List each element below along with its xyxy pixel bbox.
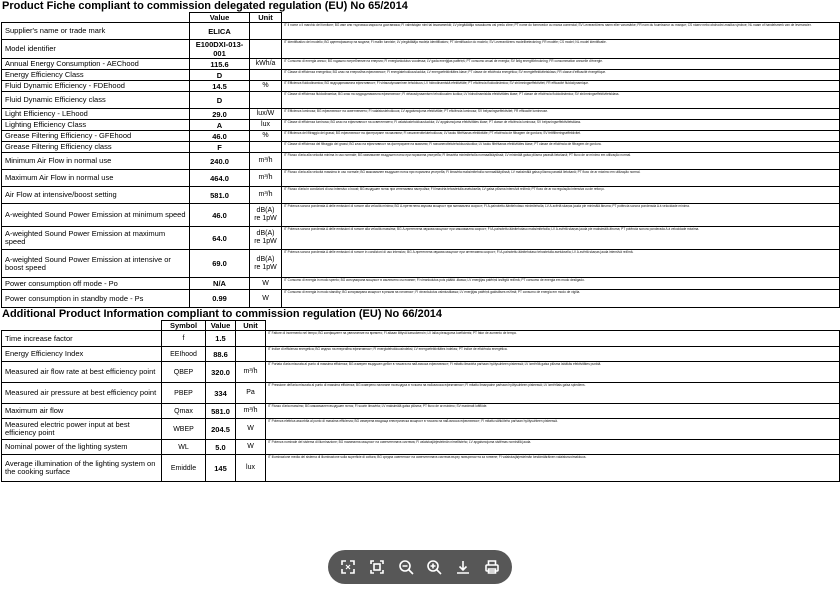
row-translations: IT Illuminazione media del sistema di illuminazione sulla superficie di cottura; BG средна осветеност на осветителната система върху повърхността за готвене; FI valaistusjärjestelmän keskimääräinen valaistusvoimakkuus. bbox=[266, 455, 840, 482]
row-translations: IT Consumo di energia annuo; BG годишно потребление на енергия; FI energiankulutus vuodessa; LV gada enerģijas patēriņš; PT consumo anual de energia; SV årlig energiförbrukning; FR consommation annuelle d'énergie. bbox=[282, 59, 840, 70]
row-unit: dB(A) re 1pW bbox=[250, 250, 282, 278]
fit-icon bbox=[369, 559, 385, 575]
row-unit: % bbox=[250, 81, 282, 92]
row-translations: IT Classe di efficienza del filtraggio dei grassi; BG клас на ефективност на филтриране на мазнини; FI rasvanerottelutehokkuusluokka; LV tauku filtrēšanas efektivitātes klase; PT classe de eficiência de filtragem de gordura. bbox=[282, 142, 840, 153]
row-label: A-weighted Sound Power Emission at minimum speed bbox=[2, 204, 190, 227]
row-translations: IT Potenza sonora ponderata A delle emissioni di rumore alla velocità minima; BG А-претеглена звукова мощност при минимална скорост; FI A-painotettu äänitehotaso minimiteholla; LV A-svērtā skaņas jauda pie minimālā ātruma; PT potência sonora ponderada A à velocidade mínima. bbox=[282, 204, 840, 227]
row-value: F bbox=[190, 142, 250, 153]
table-row bbox=[2, 290, 840, 308]
header-blank bbox=[2, 13, 190, 23]
table-row bbox=[2, 92, 840, 109]
table-row bbox=[2, 153, 840, 170]
row-label: Energy Efficiency Index bbox=[2, 347, 162, 362]
row-label: Power consumption in standby mode - Ps bbox=[2, 290, 190, 308]
row-symbol: WL bbox=[162, 440, 206, 455]
row-unit bbox=[250, 142, 282, 153]
row-unit: m³/h bbox=[250, 170, 282, 187]
row-value: 204.5 bbox=[206, 419, 236, 440]
table-row bbox=[2, 204, 840, 227]
section2-title: Additional Product Information compliant to commission regulation (EU) No 66/2014 bbox=[2, 308, 443, 320]
row-unit: m³/h bbox=[250, 187, 282, 204]
header-unit: Unit bbox=[236, 321, 266, 331]
table-row bbox=[2, 383, 840, 404]
row-translations: IT Fattore di incremento nel tempo; BG коефициент на увеличение на времето; FI aikaan liittyvä kasvukerroin; LV laika pieauguma koeficients; PT fator de aumento de tempo. bbox=[266, 331, 840, 347]
row-label: Energy Efficiency Class bbox=[2, 70, 190, 81]
zoom-out-button[interactable] bbox=[395, 556, 417, 578]
row-label: Measured air flow rate at best efficiency point bbox=[2, 362, 162, 383]
row-value: 5.0 bbox=[206, 440, 236, 455]
row-value: 115.6 bbox=[190, 59, 250, 70]
row-label: Supplier's name or trade mark bbox=[2, 23, 190, 40]
row-unit: Pa bbox=[236, 383, 266, 404]
row-unit: W bbox=[236, 440, 266, 455]
row-label: Lighting Efficiency Class bbox=[2, 120, 190, 131]
table-row bbox=[2, 131, 840, 142]
row-translations: IT Efficienza luminosa; BG ефективност на осветлението; FI valaistustehokkuus; LV apgaismojuma efektivitāte; PT eficiência luminosa; SV belysningseffektivitet; FR efficacité lumineuse. bbox=[282, 109, 840, 120]
row-label: A-weighted Sound Power Emission at intensive or boost speed bbox=[2, 250, 190, 278]
download-button[interactable] bbox=[452, 556, 474, 578]
row-translations: IT Indice di efficienza energetica; BG индекс на енергийна ефективност; FI energiatehokkuusindeksi; LV energoefektivitātes indekss; PT índice de eficiência energética. bbox=[266, 347, 840, 362]
row-unit bbox=[250, 70, 282, 81]
table-row bbox=[2, 404, 840, 419]
table-row bbox=[2, 81, 840, 92]
row-value: 29.0 bbox=[190, 109, 250, 120]
row-translations: IT Flusso d'aria in condizioni di uso intensivo o boost; BG въздушен поток при интензивна настройка; FI ilmavirta tehostetulla asetuksella; LV gaisa plūsma intensīvā režīmā; PT fluxo de ar na regulação intensiva ou de reforço. bbox=[282, 187, 840, 204]
row-translations: IT Classe di efficienza energetica; BG клас на енергийна ефективност; FI energiatehokkuusluokka; LV energoefektivitātes klase; PT classe de eficiência energética; SV energieffektivitetsklass; FR classe d'efficacité énergétique. bbox=[282, 70, 840, 81]
row-label: Annual Energy Consumption - AEChood bbox=[2, 59, 190, 70]
row-value: 1.5 bbox=[206, 331, 236, 347]
row-unit: lux bbox=[236, 455, 266, 482]
row-label: Measured air pressure at best efficiency point bbox=[2, 383, 162, 404]
table-row bbox=[2, 170, 840, 187]
row-symbol: Qmax bbox=[162, 404, 206, 419]
row-value: 46.0 bbox=[190, 204, 250, 227]
row-translations: IT Efficienza fluidodinamica; BG хидродинамична ефективност; FI virtausdynaaminen tehokkuus; LV hidrodinamiskā efektivitāte; PT eficiência fluidodinâmica; SV strömningseffektivitet; FR efficacité fluidodynamique. bbox=[282, 81, 840, 92]
row-symbol: Emiddle bbox=[162, 455, 206, 482]
row-label: Maximum air flow bbox=[2, 404, 162, 419]
row-value: D bbox=[190, 92, 250, 109]
row-value: E100DXI-013-001 bbox=[190, 40, 250, 59]
row-symbol: QBEP bbox=[162, 362, 206, 383]
header-value: Value bbox=[190, 13, 250, 23]
table-row bbox=[2, 227, 840, 250]
row-unit: dB(A) re 1pW bbox=[250, 204, 282, 227]
row-translations: IT Flusso d'aria massimo; BG максимален въздушен поток; FI suurin ilmavirta; LV maksimālā gaisa plūsma; PT fluxo de ar máximo; SV maximalt luftflöde. bbox=[266, 404, 840, 419]
table-header-row bbox=[2, 13, 840, 23]
row-value: 320.0 bbox=[206, 362, 236, 383]
row-label: Model identifier bbox=[2, 40, 190, 59]
row-label: Measured electric power input at best efficiency point bbox=[2, 419, 162, 440]
row-value: 88.6 bbox=[206, 347, 236, 362]
additional-info-table bbox=[1, 320, 840, 482]
row-value: D bbox=[190, 70, 250, 81]
row-translations: IT Potenza nominale del sistema di illuminazione; BG номинална мощност на осветителната система; FI valaistusjärjestelmän nimellisteho; LV apgaismojuma sistēmas nominālā jauda. bbox=[266, 440, 840, 455]
zoom-out-icon bbox=[398, 559, 414, 575]
table-row bbox=[2, 278, 840, 290]
row-unit: W bbox=[236, 419, 266, 440]
row-translations: IT Potenza elettrica assorbita al punto di massima efficienza; BG измерена входяща електрическа мощност в точката на най-висока ефективност; FI mitattu sähköteho parhaan hyötysuhteen pisteessä. bbox=[266, 419, 840, 440]
row-unit: kWh/a bbox=[250, 59, 282, 70]
row-value: 0.99 bbox=[190, 290, 250, 308]
row-unit: m³/h bbox=[236, 404, 266, 419]
download-icon bbox=[455, 559, 471, 575]
table-row bbox=[2, 23, 840, 40]
row-label: Average illumination of the lighting system on the cooking surface bbox=[2, 455, 162, 482]
row-label: Maximum Air Flow in normal use bbox=[2, 170, 190, 187]
row-unit: W bbox=[250, 278, 282, 290]
row-value: 69.0 bbox=[190, 250, 250, 278]
row-value: 46.0 bbox=[190, 131, 250, 142]
row-value: 581.0 bbox=[190, 187, 250, 204]
table-row bbox=[2, 440, 840, 455]
row-unit: W bbox=[250, 290, 282, 308]
table-row bbox=[2, 419, 840, 440]
table-row bbox=[2, 70, 840, 81]
header-value: Value bbox=[206, 321, 236, 331]
row-label: Nominal power of the lighting system bbox=[2, 440, 162, 455]
zoom-in-icon bbox=[426, 559, 442, 575]
zoom-in-button[interactable] bbox=[423, 556, 445, 578]
row-label: Time increase factor bbox=[2, 331, 162, 347]
row-label: Fluid Dynamic Efficiency - FDEhood bbox=[2, 81, 190, 92]
row-unit bbox=[250, 40, 282, 59]
header-blank bbox=[2, 321, 162, 331]
expand-icon bbox=[340, 559, 356, 575]
row-symbol: EEIhood bbox=[162, 347, 206, 362]
row-translations: IT Efficienza del filtraggio dei grassi; BG ефективност на филтриране на мазнини; FI rasvanerottelutehokkuus; LV tauku filtrēšanas efektivitāte; PT eficiência de filtragem de gordura; SV fettfiltreringseffektivitet. bbox=[282, 131, 840, 142]
row-value: 240.0 bbox=[190, 153, 250, 170]
table-row bbox=[2, 109, 840, 120]
row-translations: IT Portata d'aria misurata al punto di massima efficienza; BG измерен въздушен дебит в точката на най-висока ефективност; FI mitattu ilmavirta parhaan hyötysuhteen pisteessä; LV izmērītā gaisa plūsma labākās efektivitātes punktā. bbox=[266, 362, 840, 383]
header-blank bbox=[266, 321, 840, 331]
row-unit: % bbox=[250, 131, 282, 142]
row-unit: lux/W bbox=[250, 109, 282, 120]
row-label: Grease Filtering Efficiency - GFEhood bbox=[2, 131, 190, 142]
row-translations: IT Flusso d'aria alla velocità minima in uso normale; BG минимален въздушен поток при нормална употреба; FI ilmavirta minimiteholla normaalikäytössä; LV minimālā gaisa plūsma parastā lietošanā; PT fluxo de ar mínimo em utilização normal. bbox=[282, 153, 840, 170]
table-row bbox=[2, 120, 840, 131]
viewer-toolbar bbox=[328, 550, 512, 584]
section1-title: Product Fiche compliant to commission delegated regulation (EU) No 65/2014 bbox=[2, 0, 408, 12]
row-unit bbox=[236, 347, 266, 362]
print-icon bbox=[484, 559, 500, 575]
row-label: Light Efficiency - LEhood bbox=[2, 109, 190, 120]
row-translations: IT Classe di efficienza luminosa; BG клас на ефективност на осветлението; FI valaistustehokkuusluokka; LV apgaismojuma efektivitātes klase; PT classe de eficiência luminosa; SV belysningseffektivitetsklass. bbox=[282, 120, 840, 131]
table-row bbox=[2, 362, 840, 383]
row-translations: IT Potenza sonora ponderata A delle emissioni di rumore in condizioni di uso intensivo; BG А-претеглена звукова мощност при интензивна скорост; FI A-painotettu äänitehotaso tehostetulla asetuksella; LV A-svērtā skaņas jauda intensīvā režīmā. bbox=[282, 250, 840, 278]
fit-page-button[interactable] bbox=[366, 556, 388, 578]
table-row bbox=[2, 347, 840, 362]
row-value: 64.0 bbox=[190, 227, 250, 250]
row-symbol: WBEP bbox=[162, 419, 206, 440]
row-value: 14.5 bbox=[190, 81, 250, 92]
table-row bbox=[2, 40, 840, 59]
row-unit: lux bbox=[250, 120, 282, 131]
row-value: 581.0 bbox=[206, 404, 236, 419]
row-value: N/A bbox=[190, 278, 250, 290]
row-symbol: f bbox=[162, 331, 206, 347]
table-row bbox=[2, 59, 840, 70]
row-label: A-weighted Sound Power Emission at maximum speed bbox=[2, 227, 190, 250]
table-row bbox=[2, 187, 840, 204]
row-translations: IT Consumo di energia in modo spento; BG консумирана мощност в изключено състояние; FI virrankulutus pois päältä -tilassa; LV enerģijas patēriņš izslēgtā režīmā; PT consumo de energia em modo desligado. bbox=[282, 278, 840, 290]
header-blank bbox=[282, 13, 840, 23]
row-value: 334 bbox=[206, 383, 236, 404]
header-unit: Unit bbox=[250, 13, 282, 23]
row-value: ELICA bbox=[190, 23, 250, 40]
row-unit bbox=[250, 92, 282, 109]
row-translations: IT Il nome o il marchio del fornitore; BG име или търговска марка на доставчика; FI valmistajan nimi tai tavaramerkki; LV piegādātāja nosaukums vai preču zīme; PT nome do fornecedor ou marca comercial; SV Leverantörens namn eller varumärke; FR nom du fournisseur ou marque; CS název nebo obchodní značka výrobce; NL naam of handelsmerk van de leverancier. bbox=[282, 23, 840, 40]
table-row bbox=[2, 455, 840, 482]
table-row bbox=[2, 331, 840, 347]
row-value: 464.0 bbox=[190, 170, 250, 187]
row-unit: m³/h bbox=[250, 153, 282, 170]
row-translations: IT Classe di efficienza fluidodinamica; BG клас на хидродинамична ефективност; FI virtausdynaamisen tehokkuuden luokka; LV hidrodinamiskās efektivitātes klase; PT classe de eficiência fluidodinâmica; SV strömningseffektivitetsklass. bbox=[282, 92, 840, 109]
table-header-row bbox=[2, 321, 840, 331]
table-row bbox=[2, 142, 840, 153]
row-unit: dB(A) re 1pW bbox=[250, 227, 282, 250]
row-translations: IT Identificativo del modello; BG идентификатор на модела; FI mallin tunniste; LV piegādātāja modeļa identifikators; PT identificador do modelo; SV Leverantörens modellbeteckning; FR modèle; CS model; NL model identificatie. bbox=[282, 40, 840, 59]
row-label: Fluid Dynamic Efficiency class bbox=[2, 92, 190, 109]
row-label: Air Flow at intensive/boost setting bbox=[2, 187, 190, 204]
product-fiche-table bbox=[1, 12, 840, 308]
row-label: Power consumption off mode - Po bbox=[2, 278, 190, 290]
row-symbol: PBEP bbox=[162, 383, 206, 404]
row-unit bbox=[250, 23, 282, 40]
row-value: 145 bbox=[206, 455, 236, 482]
row-unit bbox=[236, 331, 266, 347]
header-symbol: Symbol bbox=[162, 321, 206, 331]
row-value: A bbox=[190, 120, 250, 131]
print-button[interactable] bbox=[481, 556, 503, 578]
row-translations: IT Pressione dell'aria misurata al punto di massima efficienza; BG измерено налягане на въздуха в точката на най-висока ефективност; FI mitattu ilmanpaine parhaan hyötysuhteen pisteessä; LV izmērītais gaisa spiediens. bbox=[266, 383, 840, 404]
row-translations: IT Potenza sonora ponderata A delle emissioni di rumore alla velocità massima; BG А-претеглена звукова мощност при максимална скорост; FI A-painotettu äänitehotaso maksimiteholla; LV A-svērtā skaņas jauda pie maksimālā ātruma; PT potência sonora ponderada A à velocidade máxima. bbox=[282, 227, 840, 250]
row-unit: m³/h bbox=[236, 362, 266, 383]
row-translations: IT Flusso d'aria alla velocità massima in uso normale; BG максимален въздушен поток при нормална употреба; FI ilmavirta maksimiteholla normaalikäytössä; LV maksimālā gaisa plūsma parastā lietošanā; PT fluxo de ar máximo em utilização normal. bbox=[282, 170, 840, 187]
row-label: Grease Filtering Efficiency class bbox=[2, 142, 190, 153]
row-label: Minimum Air Flow in normal use bbox=[2, 153, 190, 170]
table-row bbox=[2, 250, 840, 278]
row-translations: IT Consumo di energia in modo standby; BG консумирана мощност в режим на готовност; FI virrankulutus valmiustilassa; LV enerģijas patēriņš gaidstāves režīmā; PT consumo de energia em modo de vigília. bbox=[282, 290, 840, 308]
fullscreen-button[interactable] bbox=[337, 556, 359, 578]
